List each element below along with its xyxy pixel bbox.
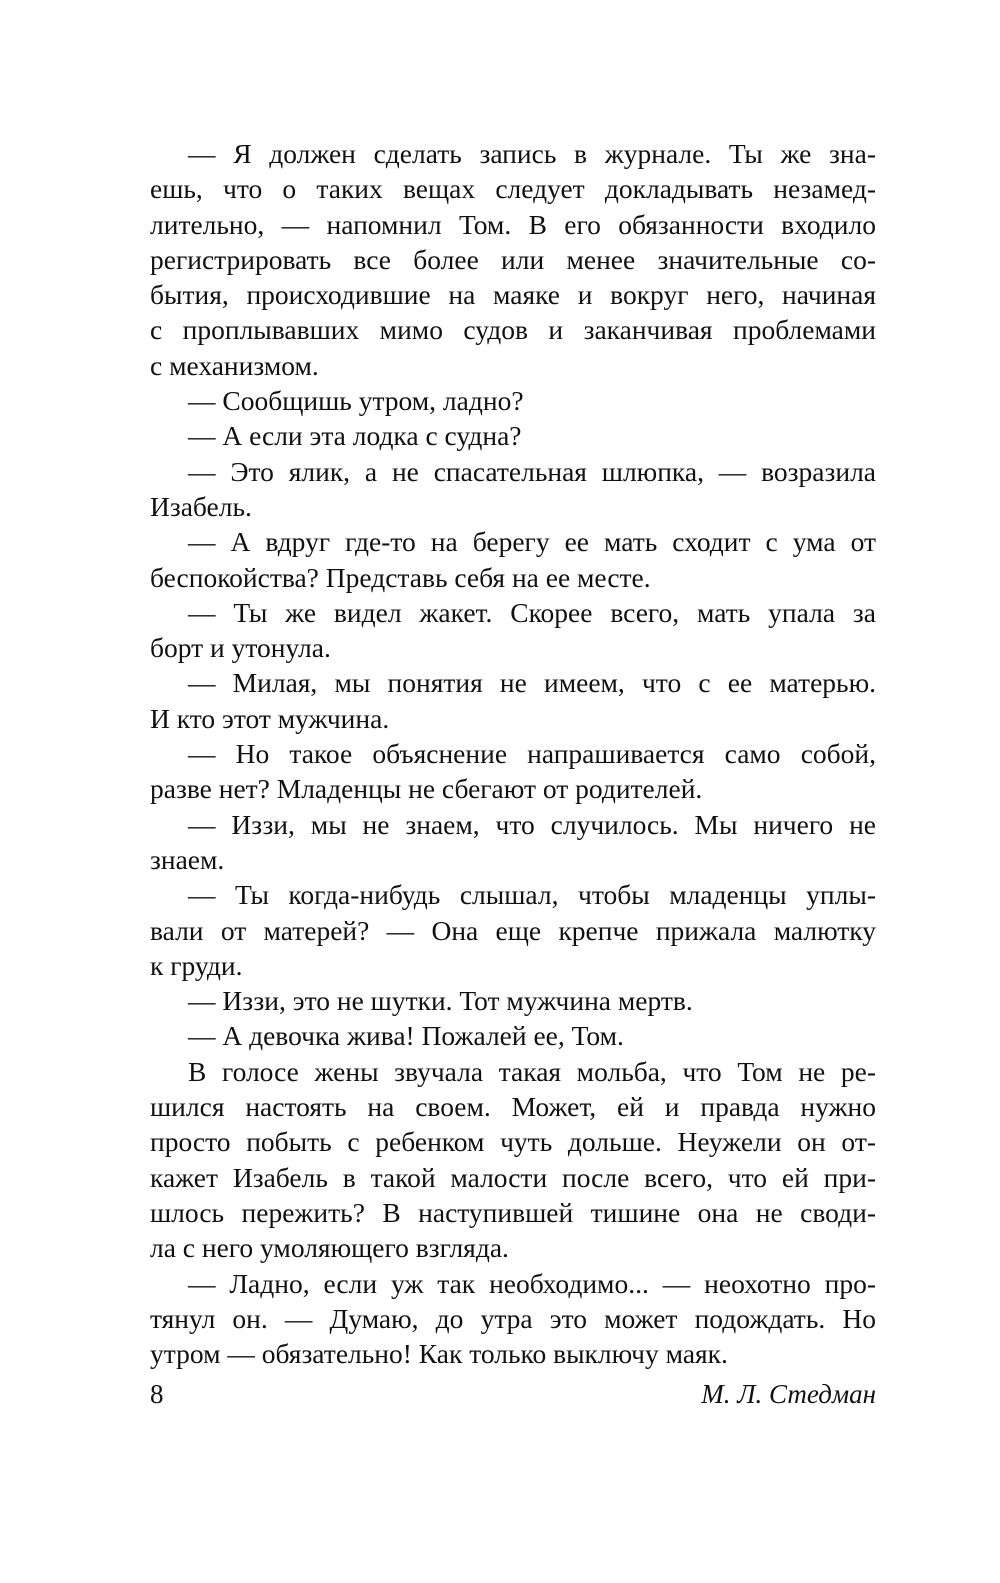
running-footer-author: М. Л. Стедман: [701, 1379, 876, 1409]
text-line: В голосе жены звучала такая мольба, что Том не ре-: [188, 1055, 876, 1087]
text-line: ла с него умоляющего взгляда.: [150, 1232, 509, 1264]
text-line: с механизмом.: [150, 349, 319, 381]
text-line: — Милая, мы понятия не имеем, что с ее матерью.: [188, 667, 876, 699]
text-line: к груди.: [150, 949, 243, 981]
text-line: — Ладно, если уж так необходимо... — неохотно про-: [188, 1267, 876, 1299]
text-line: вали от матерей? — Она еще крепче прижала малютку: [150, 914, 876, 946]
text-line: — Это ялик, а не спасательная шлюпка, — возразила: [188, 455, 876, 487]
text-line: — Иззи, это не шутки. Тот мужчина мертв.: [188, 985, 693, 1017]
text-line: — Ты когда-нибудь слышал, чтобы младенцы уплы-: [188, 879, 876, 911]
text-line: утром — обязательно! Как только выключу маяк.: [150, 1338, 728, 1370]
text-line: бытия, происходившие на маяке и вокруг него, начиная: [150, 279, 876, 311]
text-line: — А девочка жива! Пожалей ее, Том.: [188, 1020, 624, 1052]
text-line: — Но такое объяснение напрашивается само собой,: [188, 738, 876, 770]
body-text: [150, 136, 876, 1371]
text-line: — Ты же видел жакет. Скорее всего, мать упала за: [188, 596, 876, 628]
text-line: разве нет? Младенцы не сбегают от родителей.: [150, 773, 703, 805]
text-line: тянул он. — Думаю, до утра это может подождать. Но: [150, 1302, 876, 1334]
text-line: беспокойства? Представь себя на ее месте.: [150, 561, 651, 593]
text-line: лительно, — напомнил Том. В его обязанности входило: [150, 208, 876, 240]
text-line: знаем.: [150, 843, 225, 875]
text-line: — Иззи, мы не знаем, что случилось. Мы ничего не: [188, 808, 876, 840]
page-number: 8: [150, 1379, 164, 1409]
text-line: с проплывавших мимо судов и заканчивая проблемами: [150, 314, 876, 346]
text-line: И кто этот мужчина.: [150, 702, 390, 734]
page-footer: [150, 1376, 876, 1412]
text-line: ешь, что о таких вещах следует докладывать незамед-: [150, 173, 876, 205]
text-line: Изабель.: [150, 490, 252, 522]
text-line: регистрировать все более или менее значительные со-: [150, 243, 876, 275]
text-line: — А если эта лодка с судна?: [188, 420, 522, 452]
text-line: — Я должен сделать запись в журнале. Ты же зна-: [188, 138, 876, 169]
text-line: шлось пережить? В наступившей тишине она не своди-: [150, 1196, 876, 1228]
text-line: кажет Изабель в такой малости после всего, что ей при-: [150, 1161, 876, 1193]
text-line: — Сообщишь утром, ладно?: [188, 385, 524, 417]
text-line: шился настоять на своем. Может, ей и правда нужно: [150, 1091, 876, 1123]
text-line: просто побыть с ребенком чуть дольше. Неужели он от-: [150, 1126, 876, 1158]
text-line: — А вдруг где-то на берегу ее мать сходит с ума от: [188, 526, 876, 558]
text-line: борт и утонула.: [150, 632, 331, 664]
